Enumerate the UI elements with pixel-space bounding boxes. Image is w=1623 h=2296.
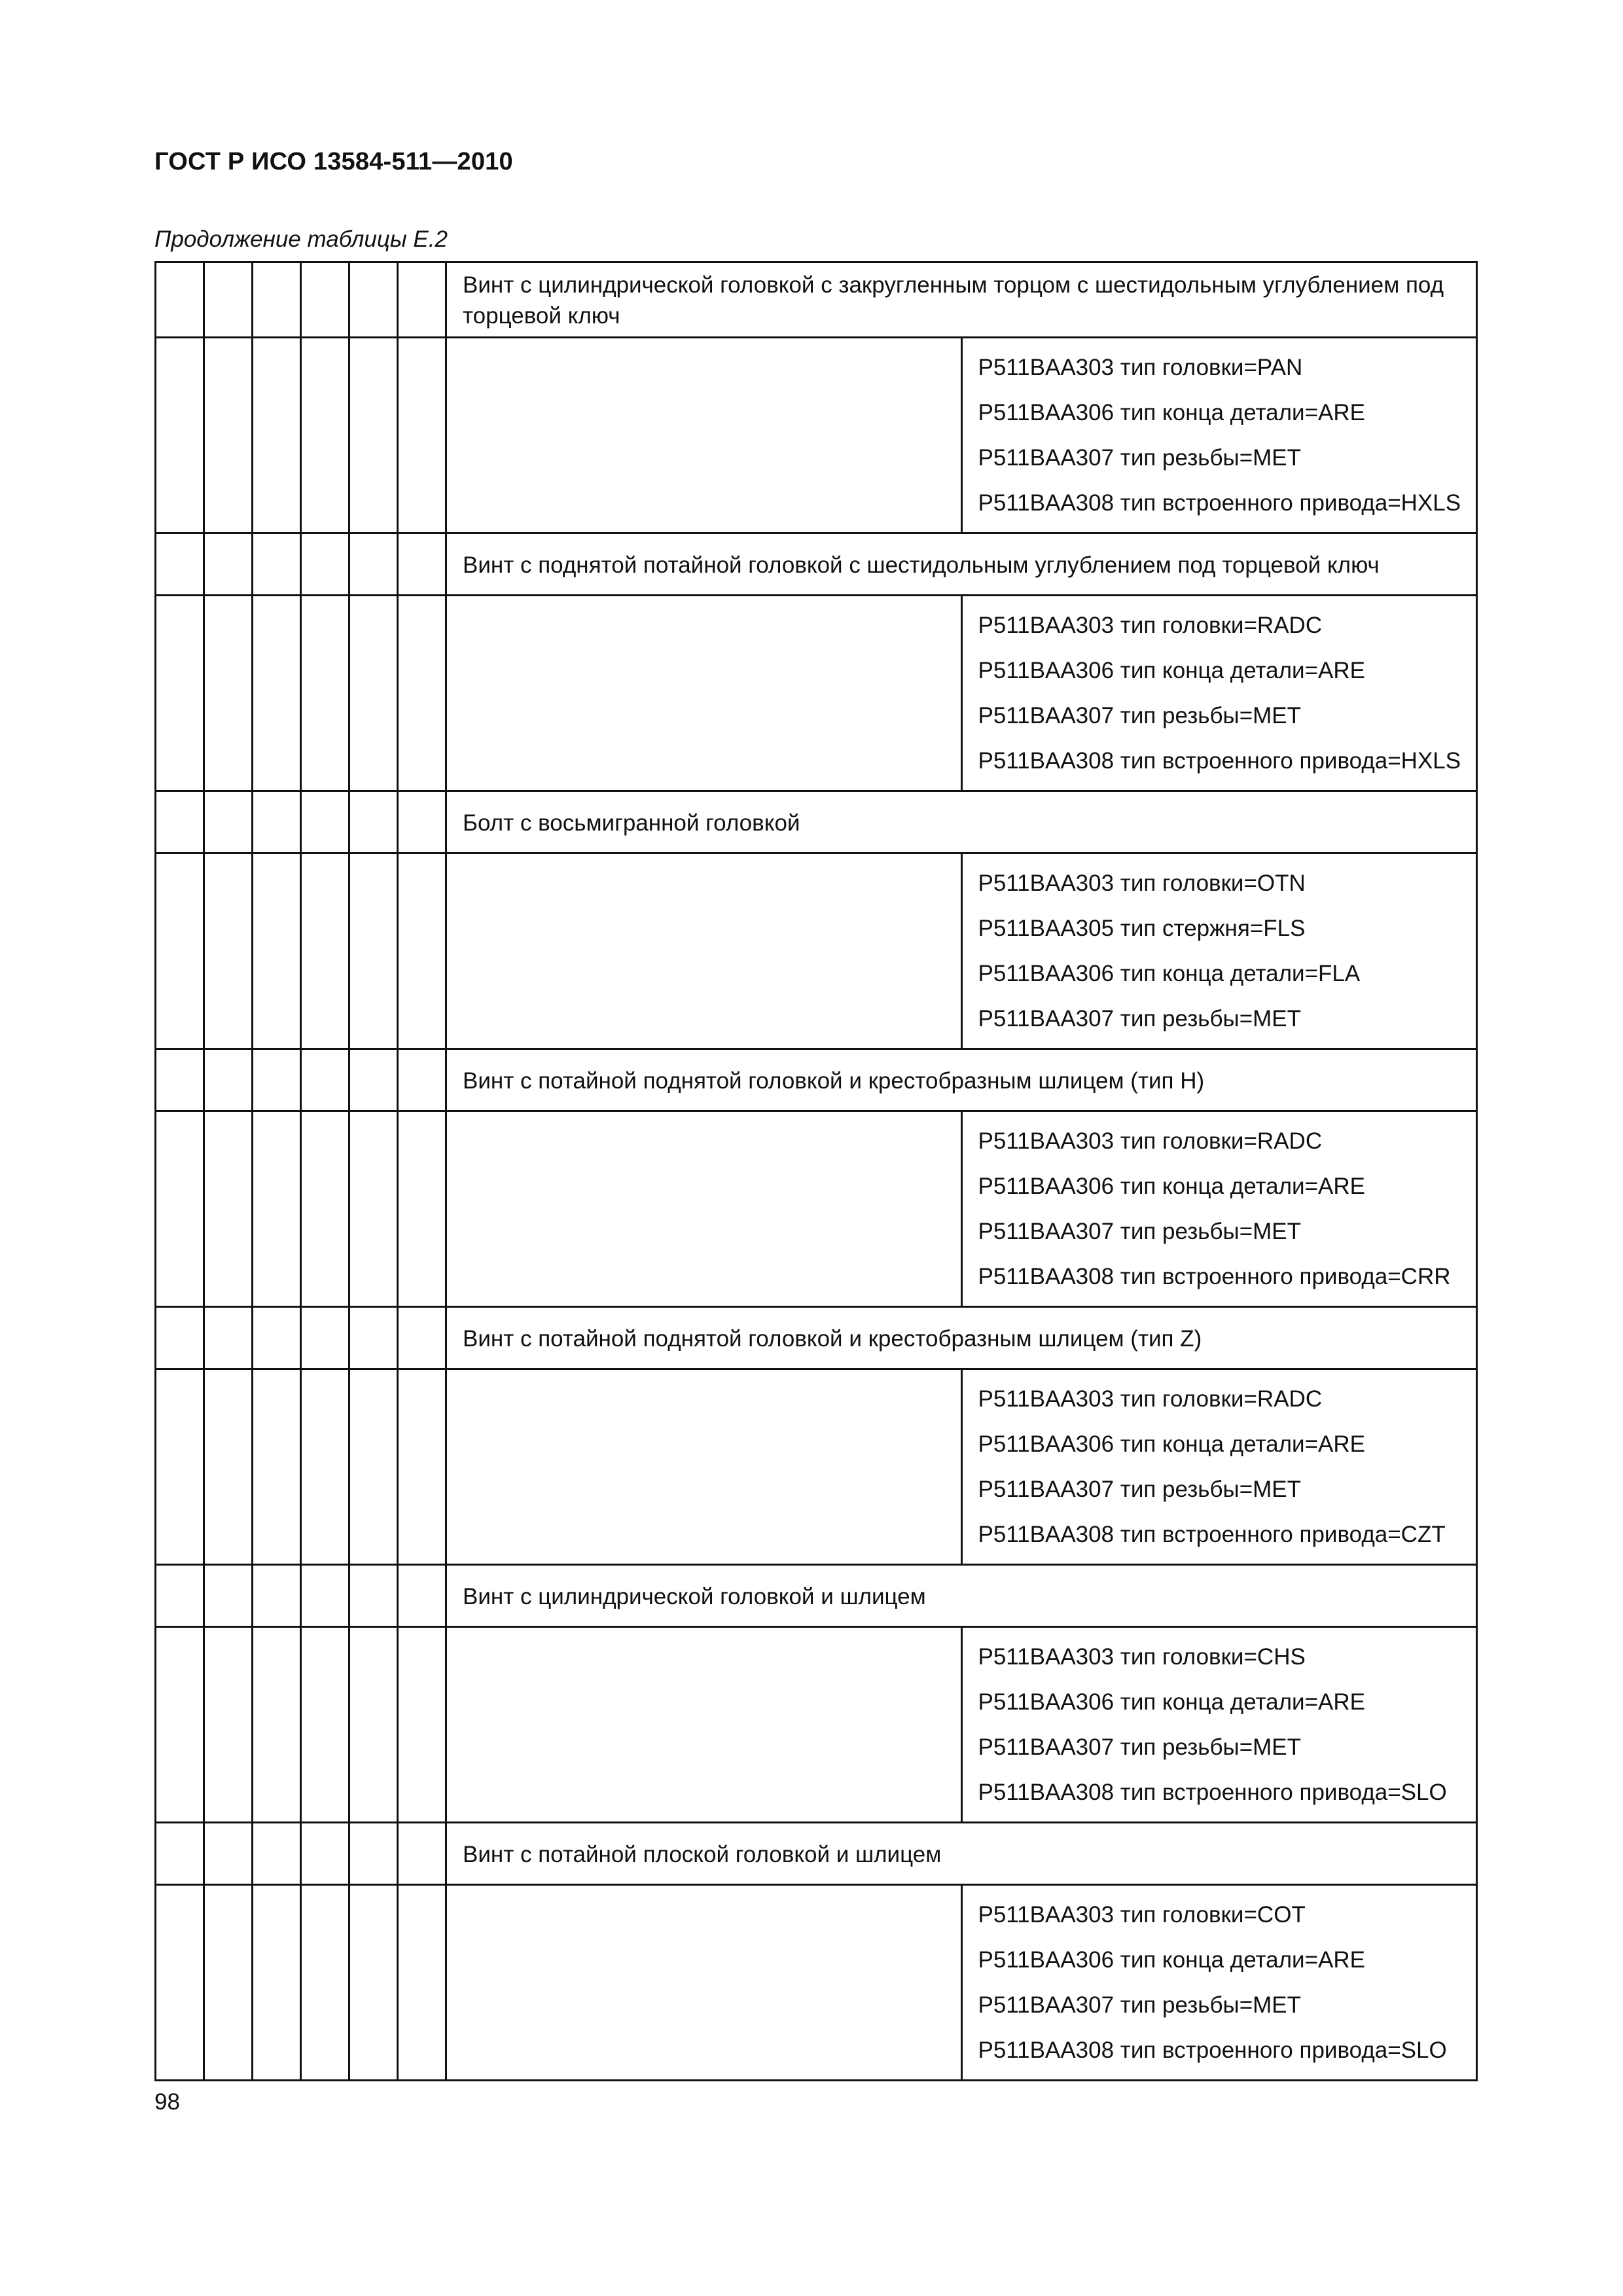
- table-item-row: [156, 1049, 1477, 1111]
- table-property-row: [156, 1627, 1477, 1823]
- empty-cell: [204, 1369, 253, 1565]
- empty-cell: [446, 1111, 962, 1307]
- property-value: P511BAA308 тип встроенного привода=CZT: [978, 1522, 1446, 1547]
- empty-cell: [253, 1369, 301, 1565]
- empty-cell: [253, 1627, 301, 1823]
- empty-cell: [156, 338, 204, 533]
- empty-cell: [156, 262, 204, 338]
- table-item-row: [156, 1307, 1477, 1369]
- empty-cell: [204, 1111, 253, 1307]
- property-list: [961, 1627, 1477, 1823]
- property-value: P511BAA306 тип конца детали=ARE: [978, 1431, 1365, 1457]
- property-value: P511BAA307 тип резьбы=MET: [978, 1006, 1302, 1031]
- empty-cell: [349, 1049, 398, 1111]
- empty-cell: [204, 1627, 253, 1823]
- item-description: Винт с потайной плоской головкой и шлицем: [446, 1823, 1477, 1885]
- property-value: P511BAA306 тип конца детали=ARE: [978, 1689, 1365, 1715]
- empty-cell: [301, 262, 349, 338]
- property-list: [961, 1111, 1477, 1307]
- table-property-row: [156, 853, 1477, 1049]
- item-description: Болт с восьмигранной головкой: [446, 791, 1477, 853]
- item-description: Винт с поднятой потайной головкой с шестидольным углублением под торцевой ключ: [446, 533, 1477, 596]
- empty-cell: [349, 1307, 398, 1369]
- empty-cell: [156, 1885, 204, 2081]
- table-property-row: [156, 1111, 1477, 1307]
- property-value: P511BAA306 тип конца детали=ARE: [978, 1174, 1365, 1199]
- property-list: [961, 853, 1477, 1049]
- property-value: P511BAA307 тип резьбы=MET: [978, 1477, 1302, 1502]
- empty-cell: [349, 853, 398, 1049]
- spec-table: [154, 261, 1478, 2081]
- empty-cell: [253, 1307, 301, 1369]
- empty-cell: [446, 1627, 962, 1823]
- empty-cell: [301, 1885, 349, 2081]
- empty-cell: [156, 1111, 204, 1307]
- property-value: P511BAA303 тип головки=RADC: [978, 1128, 1323, 1154]
- property-value: P511BAA308 тип встроенного привода=HXLS: [978, 748, 1461, 774]
- empty-cell: [398, 1823, 446, 1885]
- empty-cell: [253, 262, 301, 338]
- empty-cell: [349, 1627, 398, 1823]
- empty-cell: [301, 853, 349, 1049]
- empty-cell: [349, 1885, 398, 2081]
- property-value: P511BAA306 тип конца детали=ARE: [978, 400, 1365, 425]
- empty-cell: [156, 596, 204, 791]
- empty-cell: [204, 1049, 253, 1111]
- item-description: Винт с цилиндрической головкой с закругленным торцом с шестидольным углублением под торцевой ключ: [446, 262, 1477, 338]
- item-description: Винт с цилиндрической головкой и шлицем: [446, 1565, 1477, 1627]
- empty-cell: [204, 596, 253, 791]
- property-value: P511BAA308 тип встроенного привода=CRR: [978, 1264, 1451, 1289]
- table-body: [156, 262, 1477, 2081]
- empty-cell: [156, 1823, 204, 1885]
- table-property-row: [156, 596, 1477, 791]
- empty-cell: [156, 853, 204, 1049]
- empty-cell: [398, 338, 446, 533]
- empty-cell: [156, 1307, 204, 1369]
- empty-cell: [204, 1823, 253, 1885]
- empty-cell: [349, 533, 398, 596]
- table-property-row: [156, 1885, 1477, 2081]
- empty-cell: [301, 533, 349, 596]
- empty-cell: [253, 791, 301, 853]
- empty-cell: [398, 596, 446, 791]
- empty-cell: [398, 1307, 446, 1369]
- empty-cell: [204, 853, 253, 1049]
- empty-cell: [301, 1049, 349, 1111]
- empty-cell: [156, 791, 204, 853]
- empty-cell: [253, 1823, 301, 1885]
- empty-cell: [253, 1885, 301, 2081]
- empty-cell: [398, 853, 446, 1049]
- table-property-row: [156, 1369, 1477, 1565]
- empty-cell: [301, 338, 349, 533]
- empty-cell: [398, 1111, 446, 1307]
- empty-cell: [446, 1369, 962, 1565]
- empty-cell: [446, 1885, 962, 2081]
- empty-cell: [398, 1565, 446, 1627]
- empty-cell: [349, 1111, 398, 1307]
- empty-cell: [253, 1565, 301, 1627]
- empty-cell: [446, 596, 962, 791]
- empty-cell: [398, 791, 446, 853]
- property-value: P511BAA307 тип резьбы=MET: [978, 445, 1302, 471]
- empty-cell: [349, 791, 398, 853]
- empty-cell: [204, 1565, 253, 1627]
- empty-cell: [398, 1049, 446, 1111]
- empty-cell: [301, 1823, 349, 1885]
- table-property-row: [156, 338, 1477, 533]
- empty-cell: [398, 1627, 446, 1823]
- empty-cell: [156, 1049, 204, 1111]
- table-item-row: [156, 533, 1477, 596]
- property-value: P511BAA307 тип резьбы=MET: [978, 1219, 1302, 1244]
- empty-cell: [253, 533, 301, 596]
- property-value: P511BAA307 тип резьбы=MET: [978, 1734, 1302, 1760]
- empty-cell: [204, 533, 253, 596]
- empty-cell: [204, 338, 253, 533]
- empty-cell: [398, 262, 446, 338]
- property-list: [961, 596, 1477, 791]
- empty-cell: [301, 1369, 349, 1565]
- table-item-row: [156, 791, 1477, 853]
- empty-cell: [349, 262, 398, 338]
- empty-cell: [349, 1565, 398, 1627]
- property-value: P511BAA308 тип встроенного привода=HXLS: [978, 490, 1461, 516]
- empty-cell: [253, 596, 301, 791]
- property-value: P511BAA307 тип резьбы=MET: [978, 703, 1302, 728]
- empty-cell: [204, 1307, 253, 1369]
- empty-cell: [398, 533, 446, 596]
- empty-cell: [301, 1627, 349, 1823]
- table-item-row: [156, 1823, 1477, 1885]
- empty-cell: [301, 1565, 349, 1627]
- property-list: [961, 1885, 1477, 2081]
- item-description: Винт с потайной поднятой головкой и крестобразным шлицем (тип Н): [446, 1049, 1477, 1111]
- property-value: P511BAA308 тип встроенного привода=SLO: [978, 2037, 1447, 2063]
- property-value: P511BAA303 тип головки=PAN: [978, 355, 1303, 380]
- property-value: P511BAA303 тип головки=RADC: [978, 1386, 1323, 1412]
- property-value: P511BAA303 тип головки=OTN: [978, 870, 1306, 896]
- table-caption: Продолжение таблицы Е.2: [154, 226, 448, 252]
- empty-cell: [301, 596, 349, 791]
- property-value: P511BAA303 тип головки=COT: [978, 1902, 1306, 1928]
- empty-cell: [204, 791, 253, 853]
- property-value: P511BAA308 тип встроенного привода=SLO: [978, 1780, 1447, 1805]
- empty-cell: [253, 853, 301, 1049]
- empty-cell: [204, 262, 253, 338]
- property-list: [961, 1369, 1477, 1565]
- empty-cell: [446, 338, 962, 533]
- empty-cell: [156, 533, 204, 596]
- property-value: P511BAA307 тип резьбы=MET: [978, 1992, 1302, 2018]
- empty-cell: [204, 1885, 253, 2081]
- property-value: P511BAA306 тип конца детали=ARE: [978, 1947, 1365, 1973]
- property-list: [961, 338, 1477, 533]
- empty-cell: [349, 1823, 398, 1885]
- page-number: 98: [154, 2089, 180, 2115]
- property-value: P511BAA306 тип конца детали=ARE: [978, 658, 1365, 683]
- table-item-row: [156, 1565, 1477, 1627]
- empty-cell: [301, 791, 349, 853]
- empty-cell: [349, 596, 398, 791]
- property-value: P511BAA305 тип стержня=FLS: [978, 916, 1306, 941]
- table-item-row: [156, 262, 1477, 338]
- empty-cell: [156, 1565, 204, 1627]
- empty-cell: [349, 1369, 398, 1565]
- property-value: P511BAA306 тип конца детали=FLA: [978, 961, 1361, 986]
- empty-cell: [253, 1111, 301, 1307]
- empty-cell: [156, 1627, 204, 1823]
- empty-cell: [446, 853, 962, 1049]
- empty-cell: [301, 1307, 349, 1369]
- empty-cell: [253, 1049, 301, 1111]
- empty-cell: [301, 1111, 349, 1307]
- item-description: Винт с потайной поднятой головкой и крестобразным шлицем (тип Z): [446, 1307, 1477, 1369]
- property-value: P511BAA303 тип головки=CHS: [978, 1644, 1306, 1670]
- empty-cell: [156, 1369, 204, 1565]
- empty-cell: [398, 1885, 446, 2081]
- empty-cell: [398, 1369, 446, 1565]
- document-header: ГОСТ Р ИСО 13584-511—2010: [154, 148, 513, 175]
- empty-cell: [349, 338, 398, 533]
- property-value: P511BAA303 тип головки=RADC: [978, 613, 1323, 638]
- empty-cell: [253, 338, 301, 533]
